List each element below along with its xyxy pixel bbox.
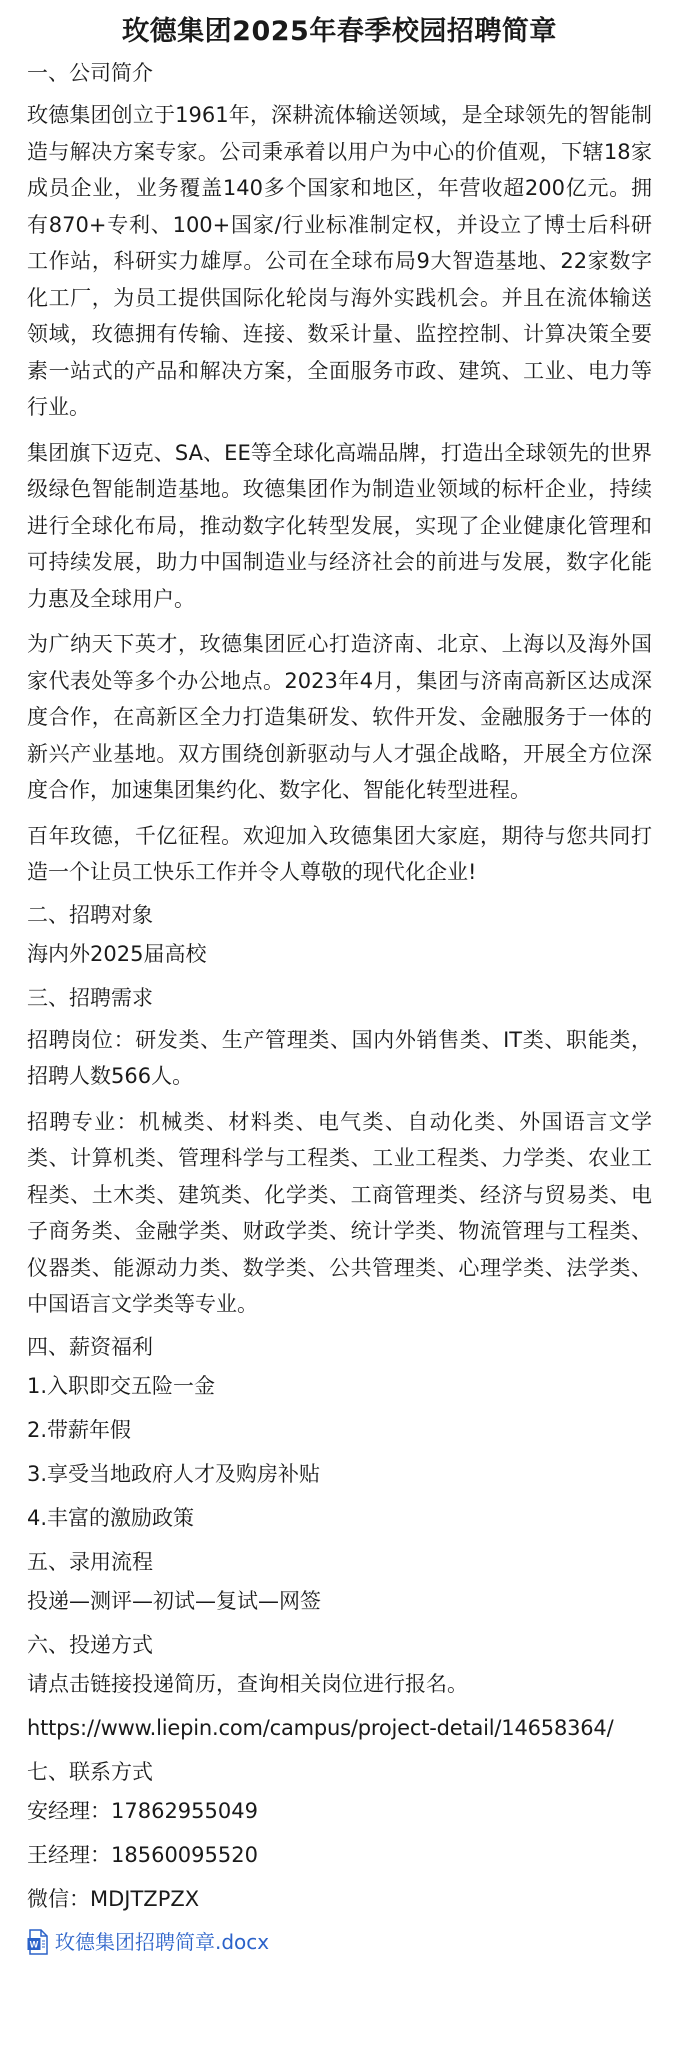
needs-positions: 招聘岗位：研发类、生产管理类、国内外销售类、IT类、职能类，招聘人数566人。 — [27, 1027, 652, 1088]
benefit-item: 4.丰富的激励政策 — [27, 1505, 195, 1530]
section-heading-contact: 七、联系方式 — [27, 1759, 153, 1784]
section-heading-needs: 三、招聘需求 — [27, 985, 153, 1010]
section-heading-apply: 六、投递方式 — [27, 1632, 153, 1657]
page-title: 玫德集团2025年春季校园招聘简章 — [122, 16, 557, 47]
target-text: 海内外2025届高校 — [27, 941, 207, 966]
attachment-link[interactable] — [27, 1928, 652, 1956]
benefit-item: 2.带薪年假 — [27, 1417, 132, 1442]
section-heading-intro: 一、公司简介 — [27, 61, 153, 85]
apply-url[interactable]: https://www.liepin.com/campus/project-detail/14658364/ — [27, 1715, 614, 1740]
attachment-filename[interactable]: 玫德集团招聘简章.docx — [55, 1929, 270, 1954]
section-heading-target: 二、招聘对象 — [27, 902, 153, 927]
benefit-item: 3.享受当地政府人才及购房补贴 — [27, 1461, 321, 1486]
section-heading-process: 五、录用流程 — [27, 1549, 153, 1574]
section-heading-benefits: 四、薪资福利 — [27, 1334, 153, 1359]
contact-item-wang: 王经理：18560095520 — [27, 1842, 258, 1867]
needs-majors: 招聘专业：机械类、材料类、电气类、自动化类、外国语言文学类、计算机类、管理科学与工程类、工业工程类、力学类、农业工程类、土木类、建筑类、化学类、工商管理类、经济与贸易类、电子商务类、金融学类、财政学类、统计学类、物流管理与工程类、仪器类、能源动力类、数学类、公共管理类、心理学类、法学类、中国语言文学类等专业。 — [27, 1109, 652, 1316]
benefit-item: 1.入职即交五险一金 — [27, 1373, 216, 1398]
word-document-icon — [27, 1929, 49, 1955]
contact-item-wechat: 微信：MDJTZPZX — [27, 1886, 200, 1911]
intro-paragraph-3: 为广纳天下英才，玫德集团匠心打造济南、北京、上海以及海外国家代表处等多个办公地点。2023年4月，集团与济南高新区达成深度合作，在高新区全力打造集研发、软件开发、金融服务于一体的新兴产业基地。双方围绕创新驱动与人才强企战略，开展全方位深度合作，加速集团集约化、数字化、智能化转型进程。 — [27, 632, 652, 802]
contact-item-an: 安经理：17862955049 — [27, 1798, 258, 1823]
intro-paragraph-2: 集团旗下迈克、SA、EE等全球化高端品牌，打造出全球领先的世界级绿色智能制造基地。玫德集团作为制造业领域的标杆企业，持续进行全球化布局，推动数字化转型发展，实现了企业健康化管理和可持续发展，助力中国制造业与经济社会的前进与发展，数字化能力惠及全球用户。 — [27, 440, 652, 611]
process-text: 投递—测评—初试—复试—网签 — [27, 1588, 321, 1613]
svg-text:W: W — [29, 1939, 39, 1949]
apply-text: 请点击链接投递简历，查询相关岗位进行报名。 — [27, 1671, 468, 1696]
intro-paragraph-4: 百年玫德，千亿征程。欢迎加入玫德集团大家庭，期待与您共同打造一个让员工快乐工作并令人尊敬的现代化企业! — [27, 823, 652, 884]
intro-paragraph-1: 玫德集团创立于1961年，深耕流体输送领域，是全球领先的智能制造与解决方案专家。公司秉承着以用户为中心的价值观，下辖18家成员企业，业务覆盖140多个国家和地区，年营收超200亿元。拥有870+专利、100+国家/行业标准制定权，并设立了博士后科研工作站，科研实力雄厚。公司在全球布局9大智造基地、22家数字化工厂，为员工提供国际化轮岗与海外实践机会。并且在流体输送领域，玫德拥有传输、连接、数采计量、监控控制、计算决策全要素一站式的产品和解决方案，全面服务市政、建筑、工业、电力等行业。 — [27, 103, 652, 419]
